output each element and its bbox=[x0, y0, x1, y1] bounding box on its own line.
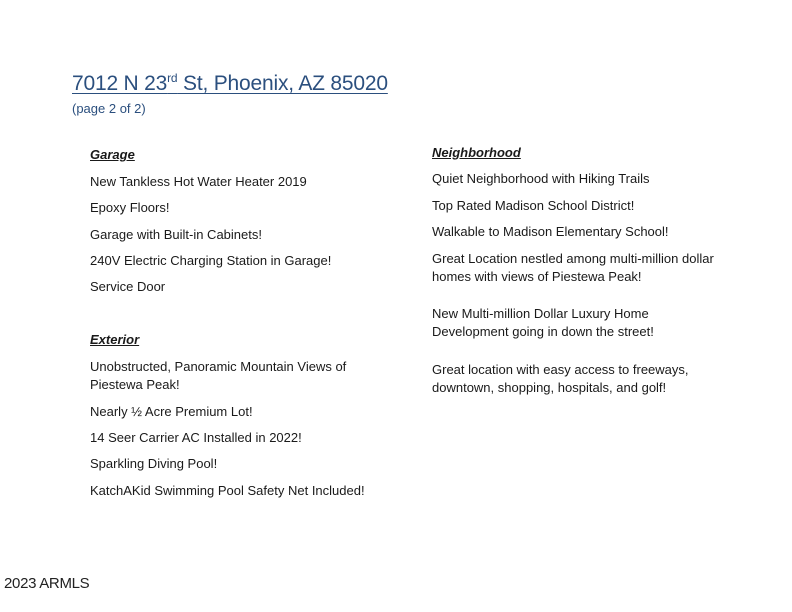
list-item: Sparkling Diving Pool! bbox=[90, 456, 218, 471]
section-heading-exterior: Exterior bbox=[90, 332, 140, 347]
list-item-line: New Multi-million Dollar Luxury Home bbox=[432, 306, 649, 321]
list-item-line: Great Location nestled among multi-million dollar bbox=[432, 251, 714, 266]
list-item: Garage with Built-in Cabinets! bbox=[90, 227, 262, 242]
list-item: Nearly ½ Acre Premium Lot! bbox=[90, 404, 253, 419]
list-item-line: Piestewa Peak! bbox=[90, 377, 180, 392]
title-text-rest: St, Phoenix, AZ 85020 bbox=[177, 72, 388, 95]
list-item-line: Development going in down the street! bbox=[432, 324, 654, 339]
list-item bbox=[432, 305, 654, 341]
list-item: KatchAKid Swimming Pool Safety Net Included! bbox=[90, 483, 365, 498]
section-heading-neighborhood: Neighborhood bbox=[432, 145, 521, 160]
page-title bbox=[72, 72, 388, 96]
list-item: Epoxy Floors! bbox=[90, 200, 170, 215]
list-item-line: homes with views of Piestewa Peak! bbox=[432, 269, 642, 284]
list-item: 240V Electric Charging Station in Garage! bbox=[90, 253, 332, 268]
list-item: Quiet Neighborhood with Hiking Trails bbox=[432, 171, 650, 186]
list-item-line: Unobstructed, Panoramic Mountain Views of bbox=[90, 359, 347, 374]
list-item: Walkable to Madison Elementary School! bbox=[432, 224, 669, 239]
list-item: Service Door bbox=[90, 279, 166, 294]
list-item: Top Rated Madison School District! bbox=[432, 198, 635, 213]
list-item bbox=[432, 361, 689, 397]
list-item: 14 Seer Carrier AC Installed in 2022! bbox=[90, 430, 302, 445]
list-item-line: downtown, shopping, hospitals, and golf! bbox=[432, 380, 667, 395]
list-item bbox=[90, 358, 346, 394]
copyright-footer: 2023 ARMLS bbox=[4, 575, 90, 592]
list-item bbox=[432, 250, 714, 286]
title-superscript: rd bbox=[167, 71, 178, 85]
list-item: New Tankless Hot Water Heater 2019 bbox=[90, 174, 307, 189]
title-text: 7012 N 23 bbox=[72, 72, 168, 95]
page-subtitle: (page 2 of 2) bbox=[72, 101, 146, 116]
section-heading-garage: Garage bbox=[90, 147, 135, 162]
list-item-line: Great location with easy access to freeways, bbox=[432, 362, 689, 377]
